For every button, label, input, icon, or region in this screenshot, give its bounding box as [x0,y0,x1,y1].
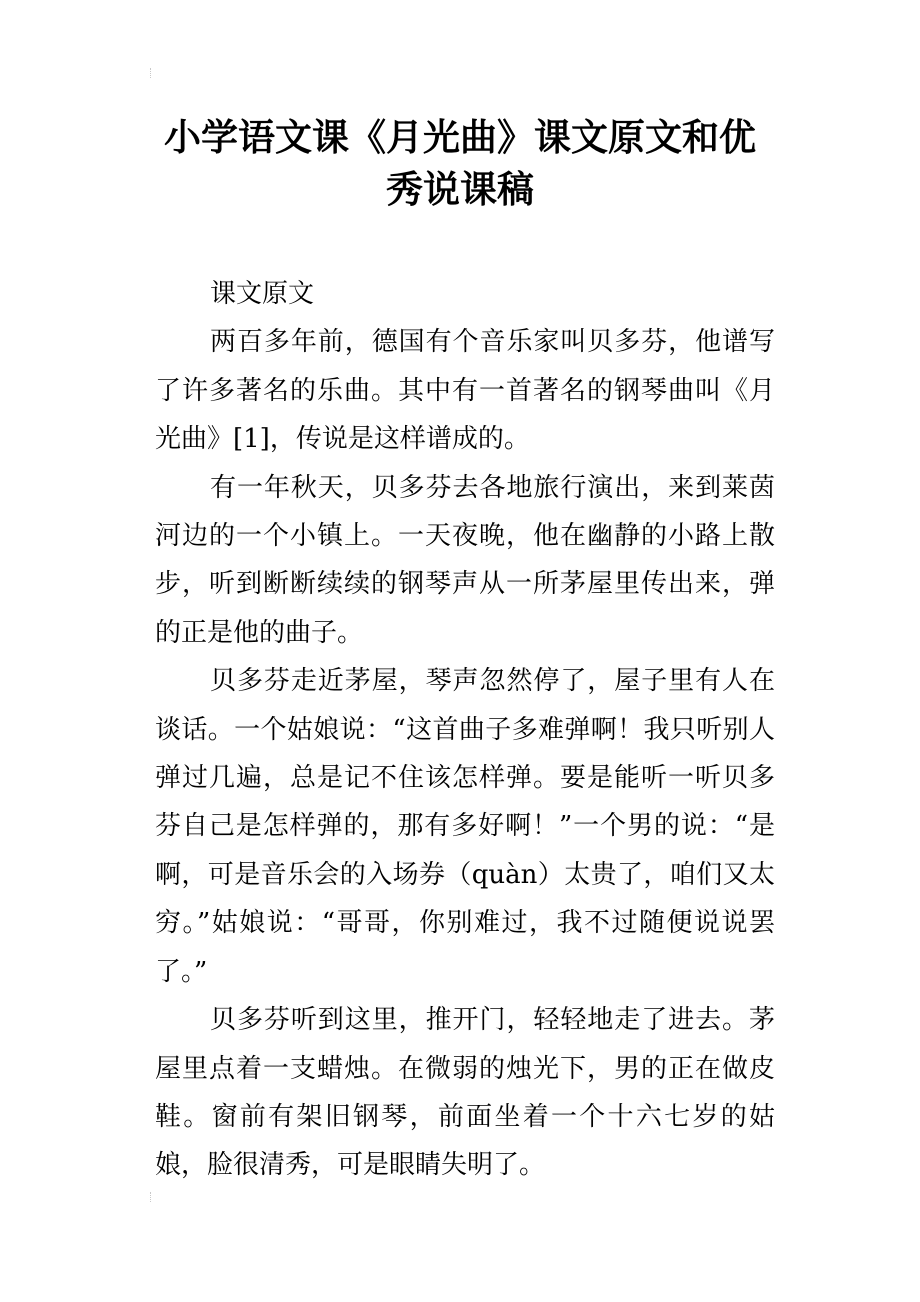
paragraph: 贝多芬听到这里，推开门，轻轻地走了进去。茅屋里点着一支蜡烛。在微弱的烛光下，男的正在做皮鞋。窗前有架旧钢琴，前面坐着一个十六七岁的姑娘，脸很清秀，可是眼睛失明了。 [155,1005,775,1181]
page-corner-mark [150,68,157,78]
paragraph: 有一年秋天，贝多芬去各地旅行演出，来到莱茵河边的一个小镇上。一天夜晚，他在幽静的小路上散步，听到断断续续的钢琴声从一所茅屋里传出来，弹的正是他的曲子。 [155,472,775,648]
document-title [140,112,780,216]
document-body [155,270,775,1190]
paragraph: 两百多年前，德国有个音乐家叫贝多芬，他谱写了许多著名的乐曲。其中有一首著名的钢琴曲叫《月光曲》[1]，传说是这样谱成的。 [155,327,775,455]
section-heading: 课文原文 [210,279,315,309]
page-corner-mark [150,1192,157,1202]
title-line-1: 小学语文课《月光曲》课文原文和优 [164,116,756,159]
title-line-2: 秀说课稿 [386,168,534,211]
paragraph: 贝多芬走近茅屋，琴声忽然停了，屋子里有人在谈话。一个姑娘说：“这首曲子多难弹啊！我只听别人弹过几遍，总是记不住该怎样弹。要是能听一听贝多芬自己是怎样弹的，那有多好啊！”一个男的说：“是啊，可是音乐会的入场券（quàn）太贵了，咱们又太穷。”姑娘说：“哥哥，你别难过，我不过随便说说罢了。” [155,666,775,987]
